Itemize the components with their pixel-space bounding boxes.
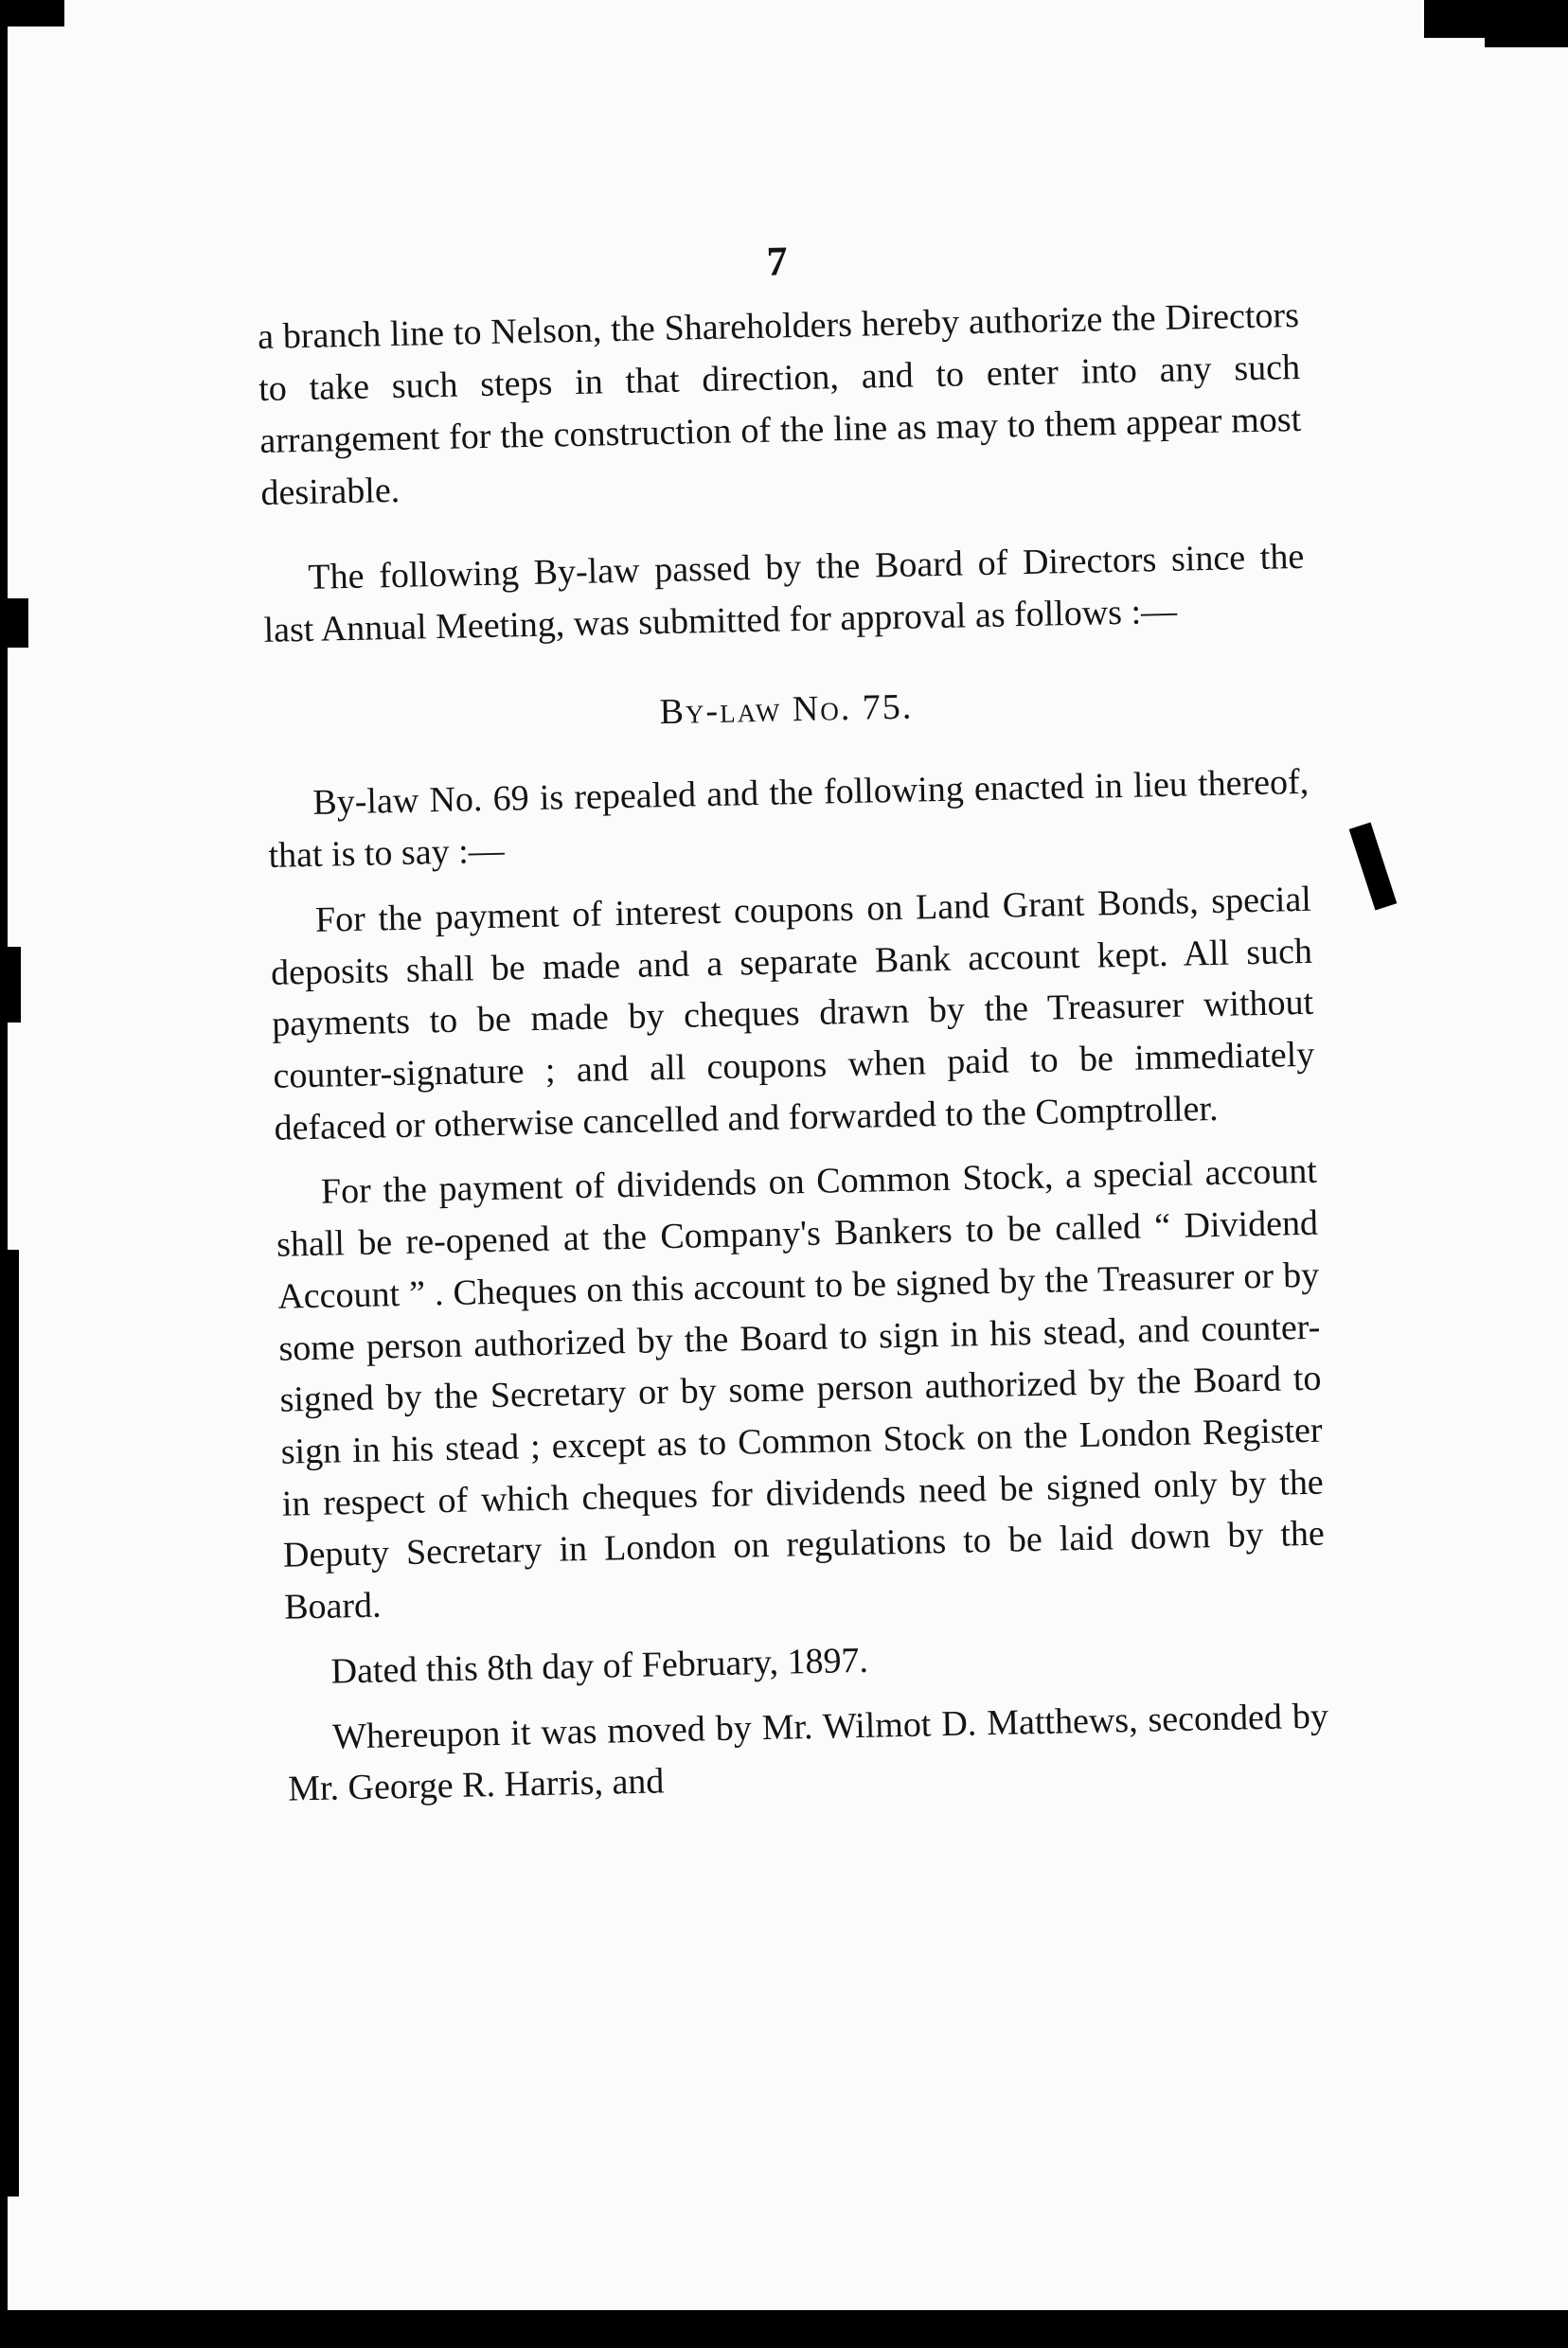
top-left-edge-shadow — [8, 0, 64, 27]
paragraph-motion: Whereupon it was moved by Mr. Wilmot D. Matthews, seconded by Mr. George R. Harris, and — [287, 1696, 1329, 1809]
left-edge-mark-1 — [8, 598, 28, 648]
paragraph-branch-line: a branch line to Nelson, the Shareholders hereby authorize the Directors to take such steps in that direction, and to enter into any such arrangement for the construction of the line as may to them appear most desirable. — [257, 295, 1302, 513]
page-text — [256, 221, 1330, 1816]
left-edge-mark-3 — [8, 1250, 19, 2197]
page-number: 7 — [766, 238, 789, 285]
bottom-edge-shadow — [8, 2310, 1568, 2348]
paragraph-bylaw-repeal: By-law No. 69 is repealed and the following enacted in lieu thereof, that is to say :— — [268, 762, 1310, 876]
paragraph-bylaw-intro: The following By-law passed by the Board of Directors since the last Annual Meeting, was submitted for approval as follows :— — [263, 537, 1305, 650]
paragraph-dividend-account: For the payment of dividends on Common Stock, a special account shall be re-opened at the Company's Bankers to be called “ Dividend Account ” . Cheques on this account to be signed by the Treasurer or by some person authorized by the Board to sign in his stead, and counter-signed by the Secretary or by some person authorized by the Board to sign in his stead ; except as to Common Stock on the London Register in respect of which cheques for dividends need be signed only by the Deputy Secretary in London on regulations to be laid down by the Board. — [276, 1151, 1326, 1628]
scanned-page — [8, 0, 1568, 2348]
right-edge-mark — [1349, 822, 1398, 910]
paragraph-dated: Dated this 8th day of February, 1897. — [330, 1640, 869, 1692]
paragraph-land-grant-coupons: For the payment of interest coupons on Land Grant Bonds, special deposits shall be made and a separate Bank account kept. All such payments to be made by cheques drawn by the Treasurer without counter-signature ; and all coupons when paid to be immediately defaced or otherwise cancelled and forwarded to the Comptroller. — [270, 879, 1315, 1148]
top-right-corner-shadow — [1485, 28, 1568, 47]
left-edge-mark-2 — [8, 947, 21, 1023]
bylaw-heading: By-law No. 75. — [659, 686, 914, 732]
